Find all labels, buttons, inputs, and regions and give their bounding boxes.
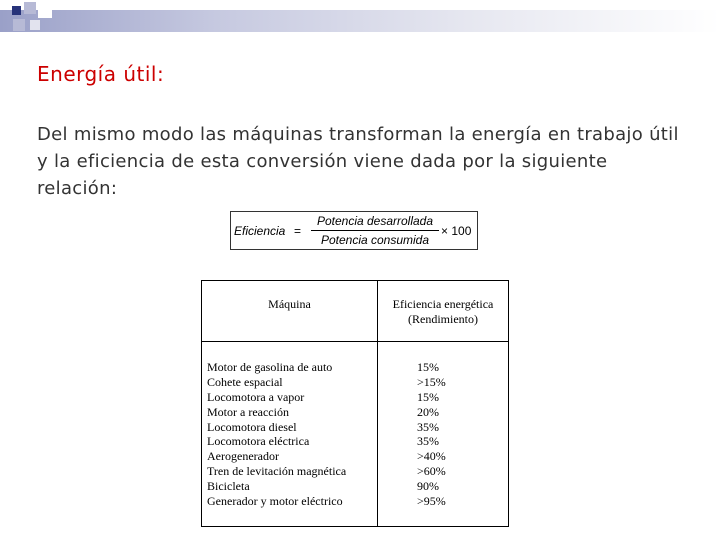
table-cell-efficiency: 90% — [417, 479, 439, 494]
formula-numerator: Potencia desarrollada — [316, 214, 434, 228]
table-cell-efficiency: 35% — [417, 434, 439, 449]
formula-equals: = — [294, 224, 302, 238]
table-cell-machine: Aerogenerador — [207, 449, 279, 464]
table-cell-efficiency: 20% — [417, 404, 439, 419]
efficiency-table — [201, 280, 509, 527]
table-cell-machine: Cohete espacial — [207, 374, 283, 389]
efficiency-formula — [230, 211, 478, 250]
table-cell-efficiency: 35% — [417, 419, 439, 434]
decor-square — [24, 2, 36, 14]
table-cell-machine: Motor de gasolina de auto — [207, 360, 333, 374]
header-gradient-bar — [0, 10, 720, 32]
formula-lhs: Eficiencia — [234, 224, 286, 238]
table-cell-machine: Locomotora eléctrica — [207, 434, 310, 449]
decor-square — [12, 6, 21, 15]
table-header-divider — [202, 341, 508, 342]
table-header-machine: Máquina — [268, 297, 311, 311]
fraction-line — [311, 230, 439, 231]
table-header-efficiency: Eficiencia energética (Rendimiento) — [392, 297, 494, 326]
slide-body-text: Del mismo modo las máquinas transforman la energía en trabajo útil y la eficiencia de esta conversión viene dada por la siguiente relación: — [37, 124, 679, 199]
table-cell-machine: Tren de levitación magnética — [207, 464, 347, 479]
table-cell-efficiency: >15% — [417, 374, 446, 389]
machine-column — [207, 360, 346, 509]
table-cell-machine: Bicicleta — [207, 479, 250, 494]
decor-square — [13, 19, 25, 31]
formula-multiplier: × 100 — [441, 224, 472, 238]
table-cell-machine: Locomotora a vapor — [207, 389, 305, 404]
table-cell-efficiency: 15% — [417, 360, 439, 374]
formula-denominator: Potencia consumida — [320, 233, 430, 247]
table-cell-efficiency: 15% — [417, 389, 439, 404]
efficiency-column — [417, 360, 446, 509]
table-cell-efficiency: >60% — [417, 464, 446, 479]
table-cell-efficiency: >95% — [417, 494, 446, 509]
table-cell-efficiency: >40% — [417, 449, 446, 464]
decor-square — [30, 20, 40, 30]
slide-title: Energía útil: — [37, 62, 165, 86]
table-cell-machine: Motor a reacción — [207, 404, 289, 419]
decor-square — [38, 4, 52, 18]
table-cell-machine: Locomotora diesel — [207, 419, 297, 434]
table-cell-machine: Generador y motor eléctrico — [207, 494, 343, 509]
